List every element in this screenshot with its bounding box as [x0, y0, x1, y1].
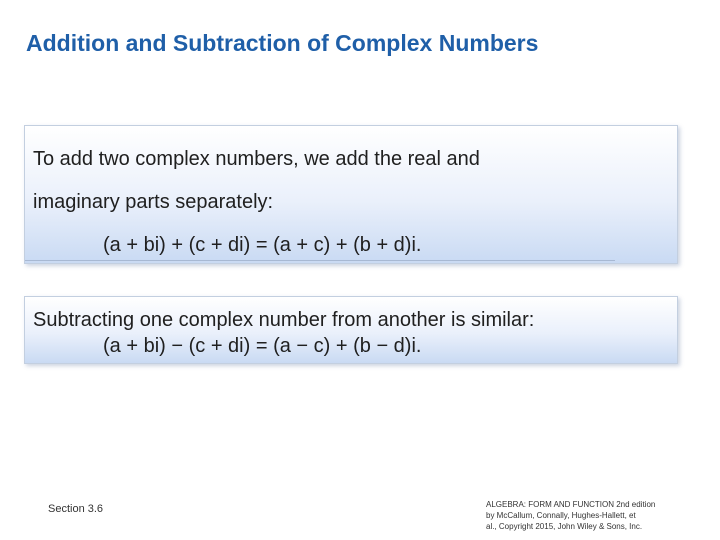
credit-line-2: by McCallum, Connally, Hughes-Hallett, et	[486, 511, 636, 520]
addition-formula: (a + bi) + (c + di) = (a + c) + (b + d)i.	[103, 234, 422, 256]
credit-line-3: al., Copyright 2015, John Wiley & Sons, Inc.	[486, 522, 643, 531]
addition-text-line2: imaginary parts separately:	[33, 191, 274, 213]
subtraction-text-line1: Subtracting one complex number from another is similar:	[33, 309, 535, 331]
formula-divider	[25, 260, 615, 261]
credit-line-1: ALGEBRA: FORM AND FUNCTION 2nd edition	[486, 500, 656, 509]
addition-text-line1: To add two complex numbers, we add the real and	[33, 148, 480, 170]
copyright-credit	[486, 499, 686, 532]
section-label: Section 3.6	[48, 503, 104, 515]
slide-title: Addition and Subtraction of Complex Numbers	[26, 30, 539, 56]
addition-box	[24, 125, 678, 264]
subtraction-box	[24, 296, 678, 364]
subtraction-formula: (a + bi) − (c + di) = (a − c) + (b − d)i.	[103, 335, 422, 357]
